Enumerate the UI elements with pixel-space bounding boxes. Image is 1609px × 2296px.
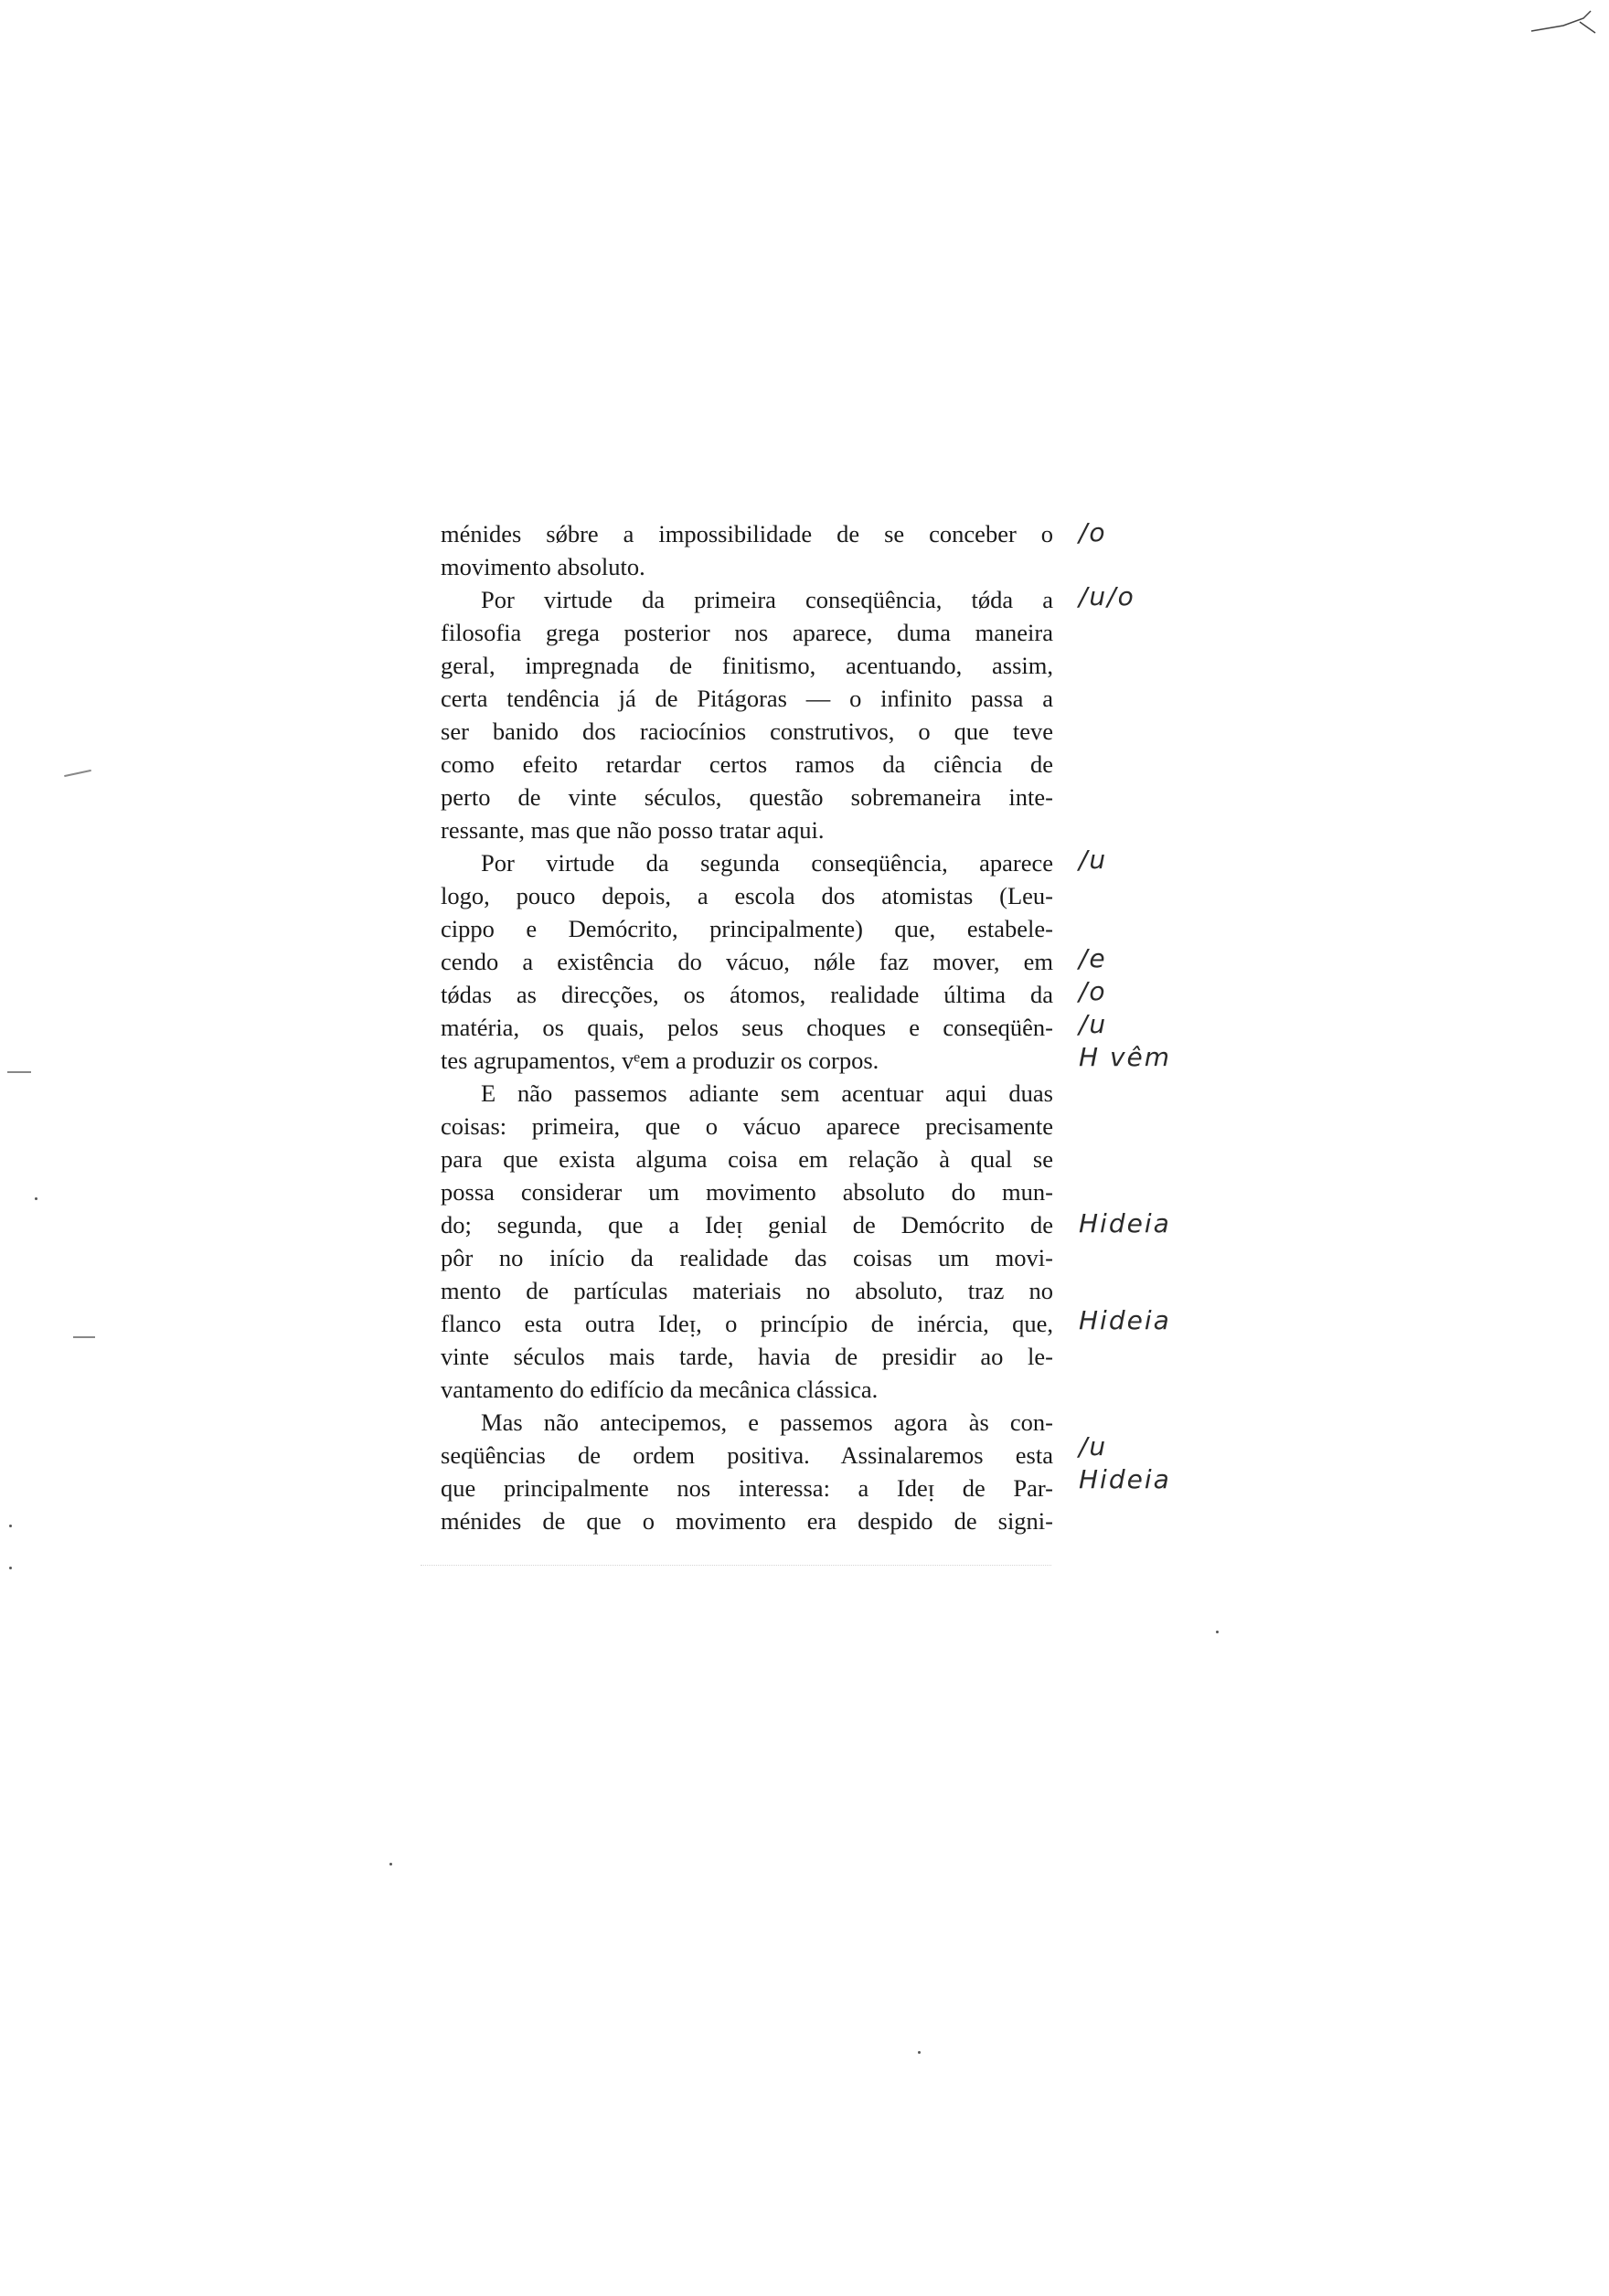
edge-mark <box>73 1336 95 1338</box>
text-line: Por virtude da segunda conseqüência, aparece <box>481 849 1053 877</box>
edge-mark <box>64 770 91 777</box>
margin-correction: /u <box>1079 1009 1108 1039</box>
text-line: ménides sǿbre a impossibilidade de se conceber o <box>441 520 1053 547</box>
text-line: geral, impregnada de finitismo, acentuando, assim, <box>441 652 1053 679</box>
text-line: Por virtude da primeira conseqüência, tǿda a <box>481 586 1053 613</box>
margin-correction: Hideia <box>1079 1305 1171 1335</box>
body-text <box>441 517 1053 1537</box>
text-line: tǿdas as direcções, os átomos, realidade última da <box>441 981 1053 1008</box>
text-line: possa considerar um movimento absoluto do mun- <box>441 1178 1053 1206</box>
text-line: que principalmente nos interessa: a Ideᴉ de Par- <box>441 1474 1053 1502</box>
edge-mark <box>7 1071 31 1073</box>
text-line: cendo a existência do vácuo, nǿle faz mover, em <box>441 948 1053 975</box>
text-line: seqüências de ordem positiva. Assinalaremos esta <box>441 1441 1053 1469</box>
margin-correction: /o <box>1079 517 1107 547</box>
margin-correction: /u <box>1079 1431 1108 1462</box>
text-line: Mas não antecipemos, e passemos agora às con- <box>481 1408 1053 1436</box>
text-line: filosofia grega posterior nos aparece, duma maneira <box>441 619 1053 646</box>
margin-correction: /u <box>1079 845 1108 875</box>
text-line: ressante, mas que não posso tratar aqui. <box>441 816 825 844</box>
margin-correction: /u/o <box>1079 581 1135 611</box>
page-speck <box>9 1525 12 1527</box>
margin-correction: /o <box>1079 976 1107 1006</box>
text-line: logo, pouco depois, a escola dos atomistas (Leu- <box>441 882 1053 909</box>
margin-correction: H vêm <box>1079 1042 1172 1072</box>
text-line: para que exista alguma coisa em relação à qual se <box>441 1145 1053 1173</box>
margin-correction: Hideia <box>1079 1208 1171 1238</box>
text-line: tes agrupamentos, vᵉem a produzir os corpos. <box>441 1047 879 1074</box>
corner-scribble-mark <box>1527 5 1600 42</box>
page-speck <box>918 2051 921 2054</box>
text-line: ser banido dos raciocínios construtivos, o que teve <box>441 718 1053 745</box>
text-line: cippo e Demócrito, principalmente) que, estabele- <box>441 915 1053 942</box>
text-line: perto de vinte séculos, questão sobremaneira inte- <box>441 783 1053 811</box>
text-line: mento de partículas materiais no absoluto, traz no <box>441 1277 1053 1304</box>
text-line: como efeito retardar certos ramos da ciência de <box>441 750 1053 778</box>
text-line: do; segunda, que a Ideᴉ genial de Demócrito de <box>441 1211 1053 1238</box>
text-line: pôr no início da realidade das coisas um movi- <box>441 1244 1053 1271</box>
text-line: matéria, os quais, pelos seus choques e conseqüên- <box>441 1014 1053 1041</box>
text-line: vinte séculos mais tarde, havia de presidir ao le- <box>441 1343 1053 1370</box>
text-line: movimento absoluto. <box>441 553 645 580</box>
page-speck <box>1216 1631 1219 1633</box>
page-speck <box>35 1197 37 1200</box>
page-speck <box>389 1863 392 1866</box>
page-speck <box>9 1567 12 1569</box>
text-line: coisas: primeira, que o vácuo aparece precisamente <box>441 1112 1053 1140</box>
margin-correction: Hideia <box>1079 1464 1171 1494</box>
text-line: E não passemos adiante sem acentuar aqui duas <box>481 1079 1053 1107</box>
text-line: ménides de que o movimento era despido de signi- <box>441 1507 1053 1535</box>
margin-correction: /e <box>1079 943 1107 973</box>
text-line: flanco esta outra Ideᴉ, o princípio de inércia, que, <box>441 1310 1053 1337</box>
faint-bottom-rule <box>421 1565 1051 1567</box>
text-line: vantamento do edifício da mecânica clássica. <box>441 1376 879 1403</box>
text-line: certa tendência já de Pitágoras — o infinito passa a <box>441 685 1053 712</box>
